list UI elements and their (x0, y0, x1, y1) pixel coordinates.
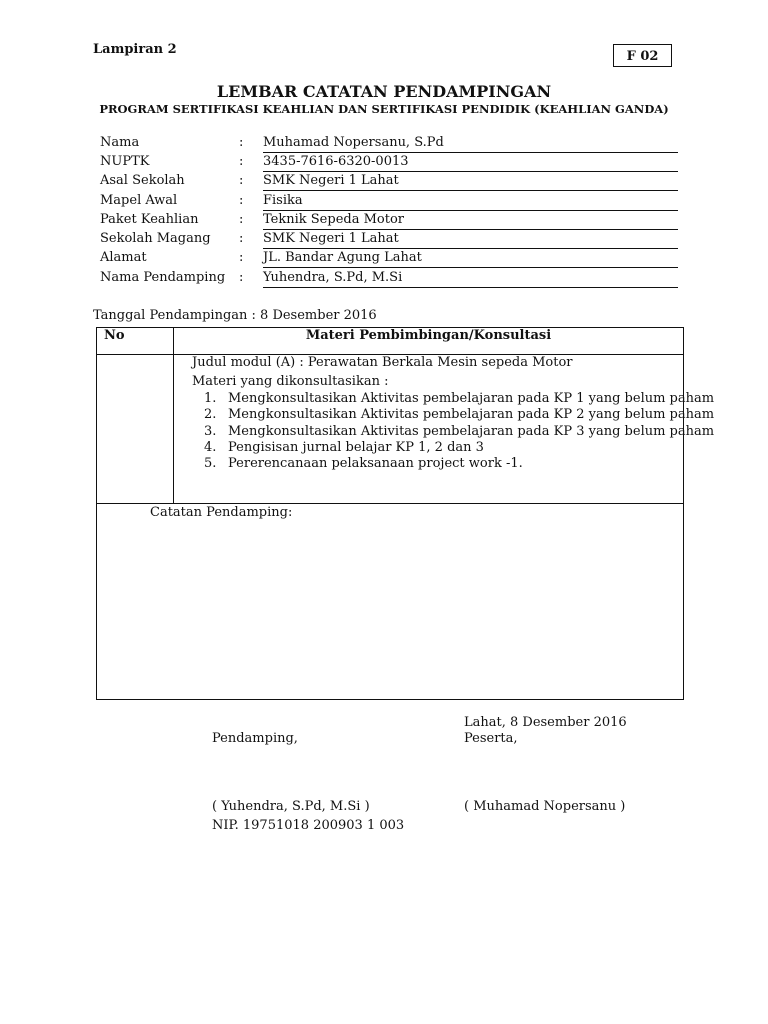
catatan-pendamping-label: Catatan Pendamping: (150, 505, 293, 520)
field-colon: : (239, 173, 244, 188)
pendamping-name: ( Yuhendra, S.Pd, M.Si ) (212, 799, 370, 814)
field-value-nama: Muhamad Nopersanu, S.Pd (263, 135, 678, 153)
place-date: Lahat, 8 Desember 2016 (464, 715, 627, 730)
list-item (204, 456, 714, 472)
field-label-paket-keahlian: Paket Keahlian (100, 212, 199, 227)
field-colon: : (239, 270, 244, 285)
field-colon: : (239, 193, 244, 208)
list-item-number: 2. (204, 407, 217, 423)
list-item (204, 440, 714, 456)
field-colon: : (239, 154, 244, 169)
list-item-number: 5. (204, 456, 217, 472)
field-colon: : (239, 135, 244, 150)
modul-title: Judul modul (A) : Perawatan Berkala Mesin sepeda Motor (192, 355, 573, 370)
table-column-divider (173, 327, 174, 503)
list-item (204, 391, 714, 407)
field-colon: : (239, 212, 244, 227)
field-value-sekolah-magang: SMK Negeri 1 Lahat (263, 231, 678, 249)
field-value-mapel-awal: Fisika (263, 193, 678, 211)
field-label-nuptk: NUPTK (100, 154, 150, 169)
field-value-nama-pendamping: Yuhendra, S.Pd, M.Si (263, 270, 678, 288)
list-item-number: 3. (204, 423, 217, 439)
peserta-name: ( Muhamad Nopersanu ) (464, 799, 626, 814)
field-colon: : (239, 250, 244, 265)
table-section-divider (96, 503, 684, 504)
field-label-nama: Nama (100, 135, 140, 150)
field-value-nuptk: 3435-7616-6320-0013 (263, 154, 678, 172)
pendamping-nip: NIP. 19751018 200903 1 003 (212, 818, 405, 833)
field-label-alamat: Alamat (100, 250, 147, 265)
materi-list (204, 391, 714, 472)
field-label-sekolah-magang: Sekolah Magang (100, 231, 211, 246)
list-item-number: 1. (204, 391, 217, 406)
lampiran-label: Lampiran 2 (93, 42, 177, 57)
document-subtitle: PROGRAM SERTIFIKASI KEAHLIAN DAN SERTIFIKASI PENDIDIK (KEAHLIAN GANDA) (99, 102, 669, 116)
tanggal-pendampingan: Tanggal Pendampingan : 8 Desember 2016 (93, 308, 377, 323)
list-item-text: Mengkonsultasikan Aktivitas pembelajaran pada KP 3 yang belum paham (228, 423, 715, 439)
list-item (204, 424, 714, 440)
field-value-alamat: JL. Bandar Agung Lahat (263, 250, 678, 268)
pendamping-label: Pendamping, (212, 731, 298, 746)
field-colon: : (239, 231, 244, 246)
list-item (204, 407, 714, 423)
field-label-mapel-awal: Mapel Awal (100, 193, 178, 208)
field-value-paket-keahlian: Teknik Sepeda Motor (263, 212, 678, 230)
field-label-nama-pendamping: Nama Pendamping (100, 270, 226, 285)
list-item-text: Pererencanaan pelaksanaan project work -1. (228, 456, 523, 472)
table-header-no: No (104, 328, 125, 343)
table-header-materi: Materi Pembimbingan/Konsultasi (305, 328, 552, 343)
materi-label: Materi yang dikonsultasikan : (192, 374, 389, 389)
field-value-asal-sekolah: SMK Negeri 1 Lahat (263, 173, 678, 191)
field-label-asal-sekolah: Asal Sekolah (100, 173, 185, 188)
list-item-text: Pengisisan jurnal belajar KP 1, 2 dan 3 (228, 439, 484, 455)
peserta-label: Peserta, (464, 731, 518, 746)
form-code-box: F 02 (613, 44, 672, 67)
list-item-text: Mengkonsultasikan Aktivitas pembelajaran pada KP 2 yang belum paham (228, 407, 715, 423)
list-item-text: Mengkonsultasikan Aktivitas pembelajaran pada KP 1 yang belum paham (228, 391, 715, 406)
list-item-number: 4. (204, 439, 217, 455)
document-title: LEMBAR CATATAN PENDAMPINGAN (216, 82, 552, 101)
